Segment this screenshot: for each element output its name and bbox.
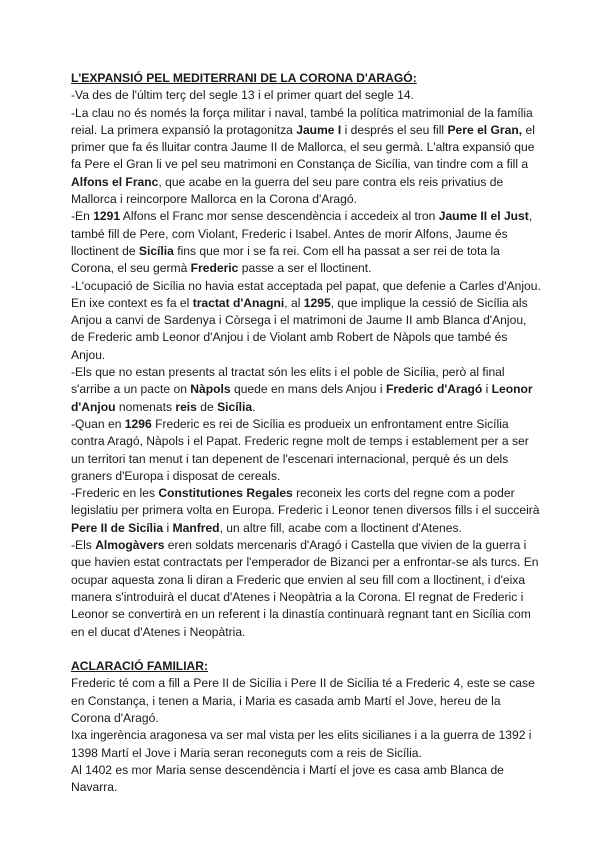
text-run: fins que mor i se fa rei. Com ell ha passat a ser rei de tota la Corona, el seu germà <box>71 243 500 276</box>
section-body <box>71 87 541 641</box>
paragraph <box>71 485 541 537</box>
text-run: , també fill de Pere, com Violant, Frederic i Isabel. Antes de morir Alfons, Jaume és lloctinent de <box>71 209 533 258</box>
bold-text: Jaume I <box>296 122 342 137</box>
paragraph <box>71 537 541 641</box>
paragraph <box>71 762 541 797</box>
text-run: de <box>196 399 218 414</box>
text-run: , que implique la cessió de Sicília als Anjou a canvi de Sardenya i Còrsega i el matrimoni de Jaume II amb Blanca d'Anjou, de Frederic amb Leonor d'Anjou i de Violant amb Robert de Nàpols que també és Anjou. <box>71 295 528 362</box>
text-run: -L'ocupació de Sicília no havia estat acceptada pel papat, que defenie a Carles d'Anjou. En ixe context es fa el <box>71 278 541 310</box>
text-run: , un altre fill, acabe com a lloctinent d'Atenes. <box>219 520 462 535</box>
bold-text: Frederic <box>190 261 239 276</box>
paragraph <box>71 105 541 209</box>
bold-text: Pere el Gran, <box>447 122 523 137</box>
text-run: i <box>482 382 492 397</box>
text-run: Frederic té com a fill a Pere II de Sicília i Pere II de Sicília té a Frederic 4, este se case en Constança, i tenen a Maria, i Maria es casada amb Martí el Jove, hereu de la Corona d'Aragó. <box>71 676 535 725</box>
text-run: Frederic es rei de Sicília es produeix un enfrontament entre Sicília contra Aragó, Nàpols i el Papat. Frederic regne molt de temps i establement per a ser un territori tan menut i tan depenent de l'escenari internacional, perquè és un dels graners d'Europa i disposat de cereals. <box>71 416 529 483</box>
text-run: -Va des de l'últim terç del segle 13 i el primer quart del segle 14. <box>71 88 414 103</box>
bold-text: Alfons el Franc <box>71 174 159 189</box>
text-run: Al 1402 es mor Maria sense descendència i Martí el jove es casa amb Blanca de Navarra. <box>71 762 504 795</box>
paragraph <box>71 278 541 364</box>
text-run: i <box>163 520 173 535</box>
bold-text: 1295 <box>303 295 331 310</box>
bold-text: Almogàvers <box>95 538 165 553</box>
text-run: . <box>252 399 256 414</box>
text-run: i després el seu fill <box>341 122 448 137</box>
bold-text: Pere II de Sicília <box>71 520 164 535</box>
bold-text: tractat d'Anagni <box>192 295 285 310</box>
text-run: el primer que fa és lluitar contra Jaume II de Mallorca, el seu germà. L'altra expansió que fa Pere el Gran li ve pel seu matrimoni en Constança de Sicília, van tindre com a fill a <box>71 122 535 172</box>
text-run: -Els que no estan presents al tractat són les elits i el poble de Sicília, però al final s'arribe a un pacte on <box>71 365 505 397</box>
bold-text: Sicília <box>138 243 174 258</box>
text-run: -En <box>71 209 94 224</box>
bold-text: 1291 <box>93 209 121 224</box>
text-run: quede en mans dels Anjou i <box>230 382 386 397</box>
bold-text: Sicília <box>217 399 253 414</box>
text-run: eren soldats mercenaris d'Aragó i Castella que vivien de la guerra i que havien estat contractats per l'emperador de Bizanci per a enfrontar-se als turcs. En ocupar aquesta zona li diran a Frederic que envien al seu fill com a lloctinent, i d'eixa manera s'introduirà el ducat d'Atenes i Neopàtria a la Corona. El regnat de Frederic i Leonor se convertirà en un referent i la dinastía continuarà regnant tant en Sicília com en el ducat d'Atenes i Neopàtria. <box>71 538 539 639</box>
document-page <box>71 70 541 796</box>
text-run: Alfons el Franc mor sense descendència i accedeix al tron <box>120 209 439 224</box>
text-run: -Els <box>71 538 96 553</box>
section-title: L'EXPANSIÓ PEL MEDITERRANI DE LA CORONA D'ARAGÓ: <box>71 71 417 85</box>
text-run: , al <box>284 295 304 310</box>
text-run: passe a ser el lloctinent. <box>238 261 372 276</box>
section-body <box>71 675 541 796</box>
paragraph <box>71 675 541 727</box>
paragraph <box>71 416 541 485</box>
text-run: nomenats <box>115 399 176 414</box>
paragraph <box>71 208 541 277</box>
bold-text: Leonor d'Anjou <box>71 382 533 414</box>
bold-text: Constitutiones Regales <box>158 486 293 501</box>
bold-text: Manfred <box>172 520 220 535</box>
paragraph <box>71 727 541 762</box>
bold-text: 1296 <box>124 416 152 431</box>
bold-text: Frederic d'Aragó <box>385 382 483 397</box>
text-run: -Frederic en les <box>71 486 159 501</box>
section-spacer <box>71 641 541 658</box>
text-run: , que acabe en la guerra del seu pare contra els reis privatius de Mallorca i reincorpore Mallorca en la Corona d'Aragó. <box>71 174 504 207</box>
section-title: ACLARACIÓ FAMILIAR: <box>71 659 209 674</box>
text-run: reconeix les corts del regne com a poder legislatiu per primera volta en Europa. Frederic i Leonor tenen diversos fills i el succeirà <box>71 486 540 518</box>
bold-text: reis <box>175 399 197 414</box>
text-run: -La clau no és només la força militar i naval, també la política matrimonial de la família reial. La primera expansió la protagonitza <box>71 105 533 137</box>
text-run: -Quan en <box>71 416 125 431</box>
bold-text: Jaume II el Just <box>438 209 529 224</box>
text-run: Ixa ingerència aragonesa va ser mal vista per les elits sicilianes i a la guerra de 1392 i 1398 Martí el Jove i Maria seran reconeguts com a reis de Sicília. <box>71 728 532 760</box>
paragraph <box>71 87 541 104</box>
paragraph <box>71 364 541 416</box>
bold-text: Nàpols <box>190 382 231 397</box>
